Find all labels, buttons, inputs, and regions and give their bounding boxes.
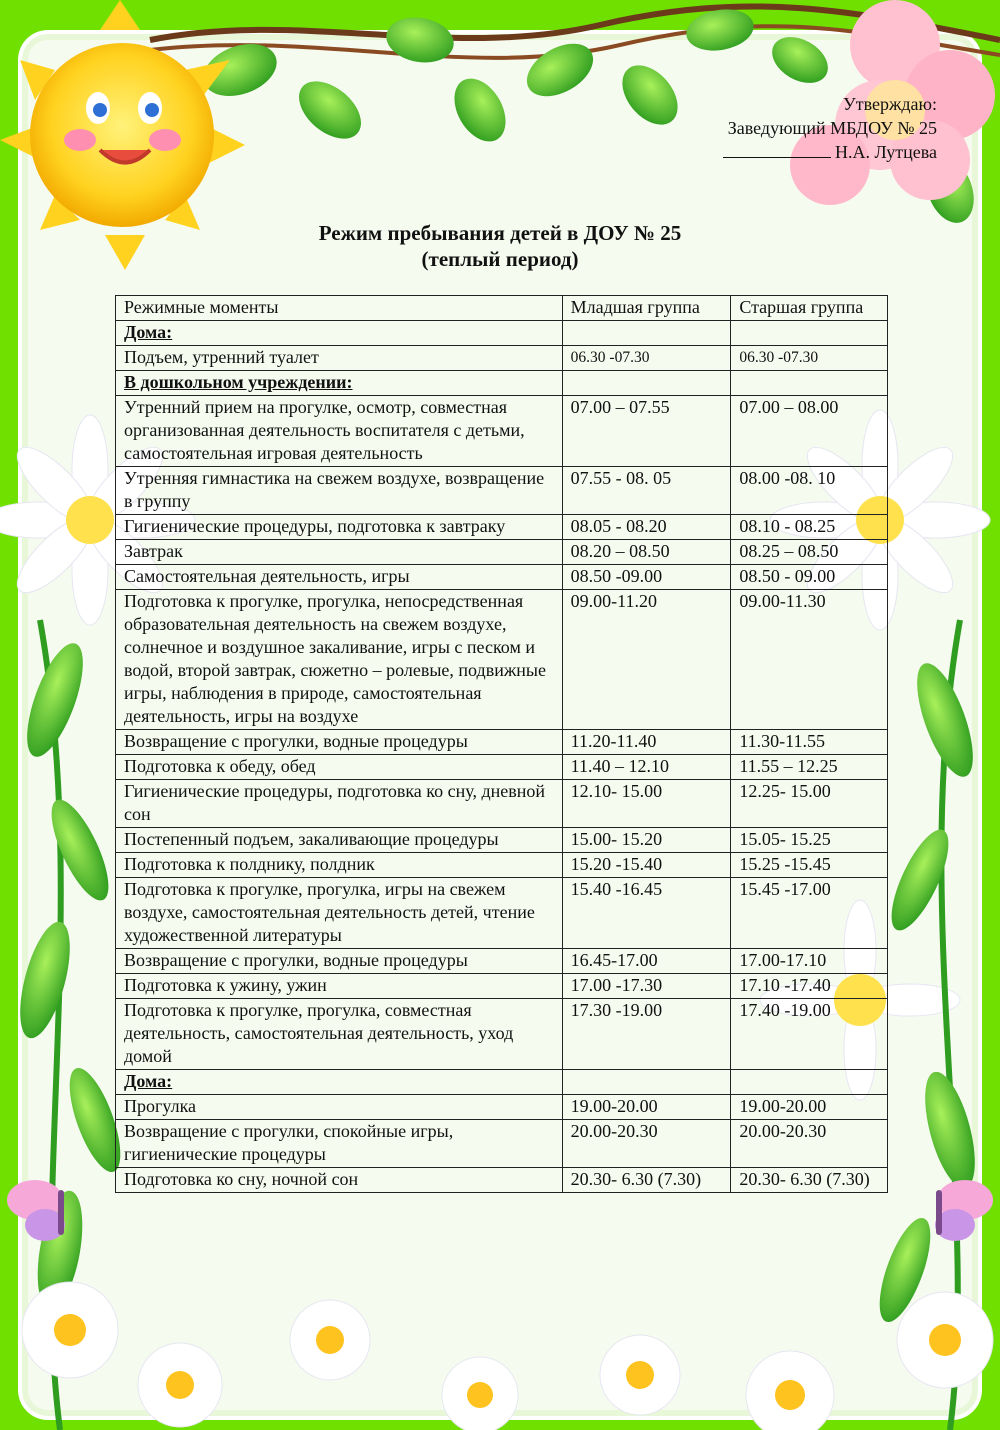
table-row <box>116 467 888 515</box>
activity-cell: Подготовка к обеду, обед <box>116 755 563 780</box>
senior-time-cell: 09.00-11.30 <box>731 590 888 730</box>
senior-time-cell: 08.10 - 08.25 <box>731 515 888 540</box>
approval-heading: Утверждаю: <box>842 94 937 114</box>
junior-time-cell: 19.00-20.00 <box>562 1095 731 1120</box>
table-section-row <box>116 321 888 346</box>
activity-cell: Подготовка к полднику, полдник <box>116 853 563 878</box>
approval-name: Н.А. Лутцева <box>835 142 937 162</box>
junior-time-cell <box>562 321 731 346</box>
approval-position: Заведующий МБДОУ № 25 <box>727 118 937 138</box>
activity-cell: В дошкольном учреждении: <box>116 371 563 396</box>
activity-cell: Возвращение с прогулки, водные процедуры <box>116 730 563 755</box>
senior-time-cell: 12.25- 15.00 <box>731 780 888 828</box>
title-line-1: Режим пребывания детей в ДОУ № 25 <box>318 221 682 245</box>
schedule-table <box>115 295 888 1193</box>
table-row <box>116 999 888 1070</box>
table-row <box>116 1120 888 1168</box>
junior-time-cell: 09.00-11.20 <box>562 590 731 730</box>
header-junior-group: Младшая группа <box>562 296 731 321</box>
title-line-2: (теплый период) <box>421 247 579 271</box>
activity-cell: Подготовка ко сну, ночной сон <box>116 1168 563 1193</box>
table-header-row <box>116 296 888 321</box>
table-row <box>116 396 888 467</box>
butterfly-right-icon <box>935 1180 993 1241</box>
junior-time-cell: 15.00- 15.20 <box>562 828 731 853</box>
junior-time-cell: 08.50 -09.00 <box>562 565 731 590</box>
junior-time-cell: 15.20 -15.40 <box>562 853 731 878</box>
junior-time-cell: 06.30 -07.30 <box>562 346 731 371</box>
table-row <box>116 346 888 371</box>
junior-time-cell: 16.45-17.00 <box>562 949 731 974</box>
activity-cell: Возвращение с прогулки, спокойные игры, гигиенические процедуры <box>116 1120 563 1168</box>
senior-time-cell <box>731 321 888 346</box>
junior-time-cell: 20.30- 6.30 (7.30) <box>562 1168 731 1193</box>
senior-time-cell: 20.00-20.30 <box>731 1120 888 1168</box>
signature-underline <box>723 143 831 158</box>
senior-time-cell: 07.00 – 08.00 <box>731 396 888 467</box>
table-row <box>116 730 888 755</box>
senior-time-cell: 17.10 -17.40 <box>731 974 888 999</box>
table-section-row <box>116 371 888 396</box>
table-row <box>116 828 888 853</box>
activity-cell: Возвращение с прогулки, водные процедуры <box>116 949 563 974</box>
schedule-body <box>116 321 888 1193</box>
senior-time-cell: 20.30- 6.30 (7.30) <box>731 1168 888 1193</box>
senior-time-cell <box>731 371 888 396</box>
table-row <box>116 780 888 828</box>
table-row <box>116 974 888 999</box>
table-row <box>116 1168 888 1193</box>
approval-signature-line <box>723 140 937 164</box>
junior-time-cell: 15.40 -16.45 <box>562 878 731 949</box>
activity-cell: Утренняя гимнастика на свежем воздухе, возвращение в группу <box>116 467 563 515</box>
senior-time-cell: 17.00-17.10 <box>731 949 888 974</box>
butterfly-left-icon <box>7 1180 65 1241</box>
senior-time-cell <box>731 1070 888 1095</box>
table-row <box>116 590 888 730</box>
senior-time-cell: 11.30-11.55 <box>731 730 888 755</box>
table-section-row <box>116 1070 888 1095</box>
junior-time-cell: 17.30 -19.00 <box>562 999 731 1070</box>
junior-time-cell: 11.20-11.40 <box>562 730 731 755</box>
header-activity: Режимные моменты <box>116 296 563 321</box>
junior-time-cell <box>562 371 731 396</box>
senior-time-cell: 08.25 – 08.50 <box>731 540 888 565</box>
activity-cell: Подготовка к ужину, ужин <box>116 974 563 999</box>
header-senior-group: Старшая группа <box>731 296 888 321</box>
junior-time-cell: 07.00 – 07.55 <box>562 396 731 467</box>
activity-cell: Дома: <box>116 321 563 346</box>
senior-time-cell: 15.25 -15.45 <box>731 853 888 878</box>
approval-block <box>723 92 937 164</box>
senior-time-cell: 08.00 -08. 10 <box>731 467 888 515</box>
activity-cell: Подготовка к прогулке, прогулка, игры на свежем воздухе, самостоятельная деятельность детей, чтение художественной литературы <box>116 878 563 949</box>
junior-time-cell <box>562 1070 731 1095</box>
junior-time-cell: 11.40 – 12.10 <box>562 755 731 780</box>
senior-time-cell: 15.45 -17.00 <box>731 878 888 949</box>
junior-time-cell: 12.10- 15.00 <box>562 780 731 828</box>
activity-cell: Подготовка к прогулке, прогулка, совместная деятельность, самостоятельная деятельность, уход домой <box>116 999 563 1070</box>
activity-cell: Утренний прием на прогулке, осмотр, совместная организованная деятельность воспитателя с детьми, самостоятельная игровая деятельность <box>116 396 563 467</box>
page-title <box>0 220 1000 272</box>
activity-cell: Гигиенические процедуры, подготовка ко сну, дневной сон <box>116 780 563 828</box>
senior-time-cell: 06.30 -07.30 <box>731 346 888 371</box>
table-row <box>116 878 888 949</box>
activity-cell: Дома: <box>116 1070 563 1095</box>
senior-time-cell: 19.00-20.00 <box>731 1095 888 1120</box>
table-row <box>116 515 888 540</box>
activity-cell: Постепенный подъем, закаливающие процедуры <box>116 828 563 853</box>
activity-cell: Подъем, утренний туалет <box>116 346 563 371</box>
activity-cell: Прогулка <box>116 1095 563 1120</box>
senior-time-cell: 08.50 - 09.00 <box>731 565 888 590</box>
senior-time-cell: 17.40 -19.00 <box>731 999 888 1070</box>
junior-time-cell: 08.05 - 08.20 <box>562 515 731 540</box>
junior-time-cell: 07.55 - 08. 05 <box>562 467 731 515</box>
table-row <box>116 853 888 878</box>
activity-cell: Самостоятельная деятельность, игры <box>116 565 563 590</box>
senior-time-cell: 11.55 – 12.25 <box>731 755 888 780</box>
junior-time-cell: 17.00 -17.30 <box>562 974 731 999</box>
junior-time-cell: 08.20 – 08.50 <box>562 540 731 565</box>
table-row <box>116 1095 888 1120</box>
activity-cell: Гигиенические процедуры, подготовка к завтраку <box>116 515 563 540</box>
activity-cell: Подготовка к прогулке, прогулка, непосредственная образовательная деятельность на свежем воздухе, солнечное и воздушное закаливание, игры с песком и водой, второй завтрак, сюжетно – ролевые, подвижные игры, наблюдения в природе, самостоятельная деятельность, игры на воздухе <box>116 590 563 730</box>
table-row <box>116 565 888 590</box>
table-row <box>116 755 888 780</box>
table-row <box>116 540 888 565</box>
activity-cell: Завтрак <box>116 540 563 565</box>
junior-time-cell: 20.00-20.30 <box>562 1120 731 1168</box>
bottom-daisies-icon <box>22 1282 993 1430</box>
table-row <box>116 949 888 974</box>
senior-time-cell: 15.05- 15.25 <box>731 828 888 853</box>
